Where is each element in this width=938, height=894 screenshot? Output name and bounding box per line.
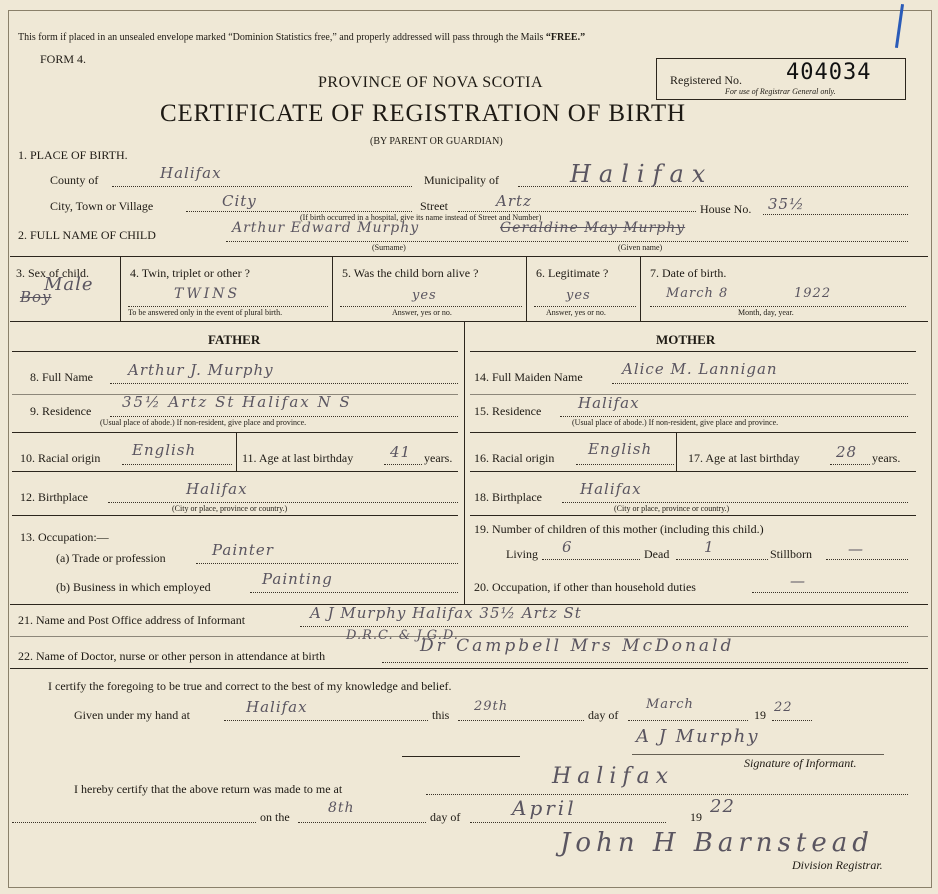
mother-name-line bbox=[612, 383, 908, 384]
municipality-value: Halifax bbox=[570, 160, 714, 188]
given-day-of-label: day of bbox=[588, 708, 619, 722]
sex-struck: Boy bbox=[20, 288, 52, 306]
registered-label: Registered No. bbox=[670, 73, 742, 87]
mother-residence-note: (Usual place of abode.) If non-resident, give place and province. bbox=[572, 418, 779, 427]
mother-row-rule-3 bbox=[470, 471, 916, 472]
registrar-signature-caption: Division Registrar. bbox=[792, 858, 883, 872]
registrar-day-line bbox=[298, 822, 426, 823]
registrar-year-prefix: 19 bbox=[690, 810, 702, 824]
city-line bbox=[186, 211, 412, 212]
mother-dead-label: Dead bbox=[644, 547, 670, 561]
father-name-value: Arthur J. Murphy bbox=[128, 361, 274, 379]
legitimate-note: Answer, yes or no. bbox=[546, 308, 606, 317]
divider-row3-b bbox=[332, 257, 333, 321]
certificate-subtitle: (BY PARENT OR GUARDIAN) bbox=[370, 136, 503, 147]
mother-heading: MOTHER bbox=[656, 332, 716, 347]
date-of-birth-label: 7. Date of birth. bbox=[650, 266, 727, 280]
legitimate-label: 6. Legitimate ? bbox=[536, 266, 609, 280]
mother-occupation-value: — bbox=[790, 572, 806, 590]
given-year-line bbox=[772, 720, 812, 721]
mother-birthplace-line bbox=[562, 502, 908, 503]
father-occupation-label: 13. Occupation:— bbox=[20, 530, 109, 544]
mother-residence-line bbox=[560, 416, 908, 417]
city-value: City bbox=[222, 192, 257, 210]
divider-row3-top bbox=[10, 256, 928, 257]
mother-birthplace-value: Halifax bbox=[580, 480, 642, 498]
mother-row-rule-4 bbox=[470, 515, 916, 516]
mail-note bbox=[18, 32, 585, 43]
date-of-birth-month-day: March 8 bbox=[666, 286, 729, 301]
father-age-value: 41 bbox=[390, 443, 412, 461]
father-birthplace-line bbox=[108, 502, 458, 503]
county-value: Halifax bbox=[160, 164, 222, 182]
father-trade-label: (a) Trade or profession bbox=[56, 551, 166, 565]
twin-label: 4. Twin, triplet or other ? bbox=[130, 266, 250, 280]
alive-line bbox=[340, 306, 522, 307]
mother-name-value: Alice M. Lannigan bbox=[622, 360, 778, 378]
father-row-rule-4 bbox=[12, 515, 458, 516]
registrar-place-value: Halifax bbox=[552, 764, 675, 789]
street-value: Artz bbox=[496, 192, 532, 210]
given-place-value: Halifax bbox=[246, 698, 308, 716]
county-line bbox=[112, 186, 412, 187]
father-racial-line bbox=[122, 464, 232, 465]
mother-children-label: 19. Number of children of this mother (including this child.) bbox=[474, 522, 764, 536]
given-under-label: Given under my hand at bbox=[74, 708, 190, 722]
legitimate-line bbox=[534, 306, 636, 307]
mother-dead-line bbox=[676, 559, 768, 560]
given-place-line bbox=[224, 720, 428, 721]
doctor-label: 22. Name of Doctor, nurse or other person in attendance at birth bbox=[18, 649, 326, 663]
mail-note-free: “FREE.” bbox=[545, 32, 586, 43]
father-heading-rule bbox=[12, 351, 458, 352]
divider-parents-top bbox=[10, 321, 928, 322]
date-of-birth-year: 1922 bbox=[794, 286, 832, 301]
house-label: House No. bbox=[700, 202, 752, 216]
doctor-line bbox=[382, 662, 908, 663]
house-line bbox=[763, 214, 908, 215]
father-name-line bbox=[110, 383, 458, 384]
mother-racial-label: 16. Racial origin bbox=[474, 451, 555, 465]
mother-stillborn-line bbox=[826, 559, 908, 560]
mother-racial-value: English bbox=[588, 440, 653, 458]
registrar-signature: John H Barnstead bbox=[560, 828, 874, 858]
father-trade-value: Painter bbox=[212, 541, 274, 559]
place-of-birth-heading: 1. PLACE OF BIRTH. bbox=[18, 148, 128, 162]
given-month-line bbox=[628, 720, 748, 721]
registrar-on-label: on the bbox=[260, 810, 290, 824]
given-year-value: 22 bbox=[774, 700, 793, 715]
mother-age-label: 17. Age at last birthday bbox=[688, 451, 800, 465]
city-label: City, Town or Village bbox=[50, 199, 154, 213]
registrar-statement: I hereby certify that the above return was made to me at bbox=[74, 782, 343, 796]
alive-value: yes bbox=[412, 288, 437, 303]
certificate-title: CERTIFICATE OF REGISTRATION OF BIRTH bbox=[160, 100, 686, 127]
father-age-divider bbox=[236, 433, 237, 471]
registrar-day-of-label: day of bbox=[430, 810, 461, 824]
given-day-value: 29th bbox=[474, 699, 509, 714]
father-trade-line bbox=[196, 563, 458, 564]
father-racial-value: English bbox=[132, 441, 197, 459]
given-this-label: this bbox=[432, 708, 450, 722]
mother-racial-line bbox=[576, 464, 674, 465]
given-month-value: March bbox=[646, 697, 694, 712]
informant-signature-caption: Signature of Informant. bbox=[744, 756, 857, 770]
child-name-line bbox=[226, 241, 908, 242]
father-residence-value: 35½ Artz St Halifax N S bbox=[122, 393, 352, 411]
father-heading: FATHER bbox=[208, 332, 261, 347]
divider-row3-a bbox=[120, 257, 121, 321]
mother-residence-value: Halifax bbox=[578, 394, 640, 412]
child-name-value: Arthur Edward Murphy bbox=[232, 220, 420, 236]
father-racial-label: 10. Racial origin bbox=[20, 451, 101, 465]
father-birthplace-note: (City or place, province or country.) bbox=[172, 504, 288, 513]
given-name-caption: (Given name) bbox=[618, 243, 663, 252]
municipality-label: Municipality of bbox=[424, 173, 499, 187]
father-business-value: Painting bbox=[262, 570, 333, 588]
given-day-line bbox=[458, 720, 584, 721]
mother-age-years: years. bbox=[872, 451, 901, 465]
sex-value: Male bbox=[44, 274, 94, 295]
certify-statement: I certify the foregoing to be true and correct to the best of my knowledge and belief. bbox=[48, 679, 452, 693]
province-heading: PROVINCE OF NOVA SCOTIA bbox=[318, 74, 544, 91]
mother-dead-value: 1 bbox=[704, 538, 715, 556]
registered-number: 404034 bbox=[786, 60, 872, 85]
registrar-year-value: 22 bbox=[710, 796, 735, 817]
child-name-struck: Geraldine May Murphy bbox=[500, 220, 686, 236]
divider-row3-c bbox=[526, 257, 527, 321]
father-age-label: 11. Age at last birthday bbox=[242, 451, 354, 465]
divider-row3-d bbox=[640, 257, 641, 321]
father-business-label: (b) Business in which employed bbox=[56, 580, 211, 594]
hospital-note: (If birth occurred in a hospital, give its name instead of Street and Number) bbox=[300, 213, 542, 222]
mother-name-label: 14. Full Maiden Name bbox=[474, 370, 583, 384]
twin-line bbox=[128, 306, 328, 307]
mother-occupation-line bbox=[752, 592, 908, 593]
father-row-rule-3 bbox=[12, 471, 458, 472]
father-age-line bbox=[384, 464, 422, 465]
date-of-birth-note: Month, day, year. bbox=[738, 308, 794, 317]
legitimate-value: yes bbox=[566, 288, 591, 303]
divider-parents-middle bbox=[464, 322, 465, 604]
house-value: 35½ bbox=[768, 195, 805, 213]
mother-residence-label: 15. Residence bbox=[474, 404, 542, 418]
mother-birthplace-note: (City or place, province or country.) bbox=[614, 504, 730, 513]
registrar-note: For use of Registrar General only. bbox=[725, 87, 836, 96]
father-name-label: 8. Full Name bbox=[30, 370, 93, 384]
father-age-years: years. bbox=[424, 451, 453, 465]
alive-note: Answer, yes or no. bbox=[392, 308, 452, 317]
registrar-place-line bbox=[426, 794, 908, 795]
twin-note: To be answered only in the event of plural birth. bbox=[128, 308, 283, 317]
informant-line bbox=[300, 626, 908, 627]
given-year-prefix: 19 bbox=[754, 708, 766, 722]
mother-living-line bbox=[542, 559, 640, 560]
sex-label: 3. Sex of child. bbox=[16, 266, 89, 280]
registrar-month-line bbox=[470, 822, 666, 823]
informant-label: 21. Name and Post Office address of Informant bbox=[18, 613, 246, 627]
mother-heading-rule bbox=[470, 351, 916, 352]
mail-note-text: This form if placed in an unsealed envelope marked “Dominion Statistics free,” and properly addressed will pass through the Mails bbox=[18, 32, 544, 43]
surname-caption: (Surname) bbox=[372, 243, 406, 252]
mother-row-rule-2 bbox=[470, 432, 916, 433]
mother-stillborn-label: Stillborn bbox=[770, 547, 813, 561]
mother-age-line bbox=[830, 464, 870, 465]
date-of-birth-line bbox=[650, 306, 906, 307]
county-label: County of bbox=[50, 173, 99, 187]
doctor-annotation: D.R.C. & J.G.D. bbox=[346, 628, 459, 643]
mother-age-value: 28 bbox=[836, 443, 858, 461]
mother-living-label: Living bbox=[506, 547, 538, 561]
doctor-value: Dr Campbell Mrs McDonald bbox=[420, 636, 735, 656]
father-birthplace-label: 12. Birthplace bbox=[20, 490, 88, 504]
mother-birthplace-label: 18. Birthplace bbox=[474, 490, 542, 504]
father-birthplace-value: Halifax bbox=[186, 480, 248, 498]
registrar-lead-line bbox=[12, 822, 256, 823]
form-number: FORM 4. bbox=[40, 52, 87, 66]
divider-certify-top bbox=[10, 668, 928, 669]
father-residence-note: (Usual place of abode.) If non-resident, give place and province. bbox=[100, 418, 307, 427]
alive-label: 5. Was the child born alive ? bbox=[342, 266, 479, 280]
registrar-month-value: April bbox=[512, 796, 577, 820]
twin-value: TWINS bbox=[174, 286, 241, 302]
registrar-day-value: 8th bbox=[328, 800, 355, 816]
mother-stillborn-value: — bbox=[848, 540, 864, 558]
father-business-line bbox=[250, 592, 458, 593]
street-line bbox=[458, 211, 696, 212]
informant-signature: A J Murphy bbox=[636, 726, 760, 747]
father-row-rule-2 bbox=[12, 432, 458, 433]
street-label: Street bbox=[420, 199, 448, 213]
short-divider bbox=[402, 756, 520, 757]
father-residence-line bbox=[110, 416, 458, 417]
child-name-label: 2. FULL NAME OF CHILD bbox=[18, 228, 156, 242]
mother-occupation-label: 20. Occupation, if other than household duties bbox=[474, 580, 696, 594]
informant-value: A J Murphy Halifax 35½ Artz St bbox=[310, 604, 582, 622]
mother-row-rule-1 bbox=[470, 394, 916, 395]
informant-signature-line bbox=[632, 754, 884, 755]
mother-living-value: 6 bbox=[562, 538, 573, 556]
mother-age-divider bbox=[676, 433, 677, 471]
father-residence-label: 9. Residence bbox=[30, 404, 92, 418]
